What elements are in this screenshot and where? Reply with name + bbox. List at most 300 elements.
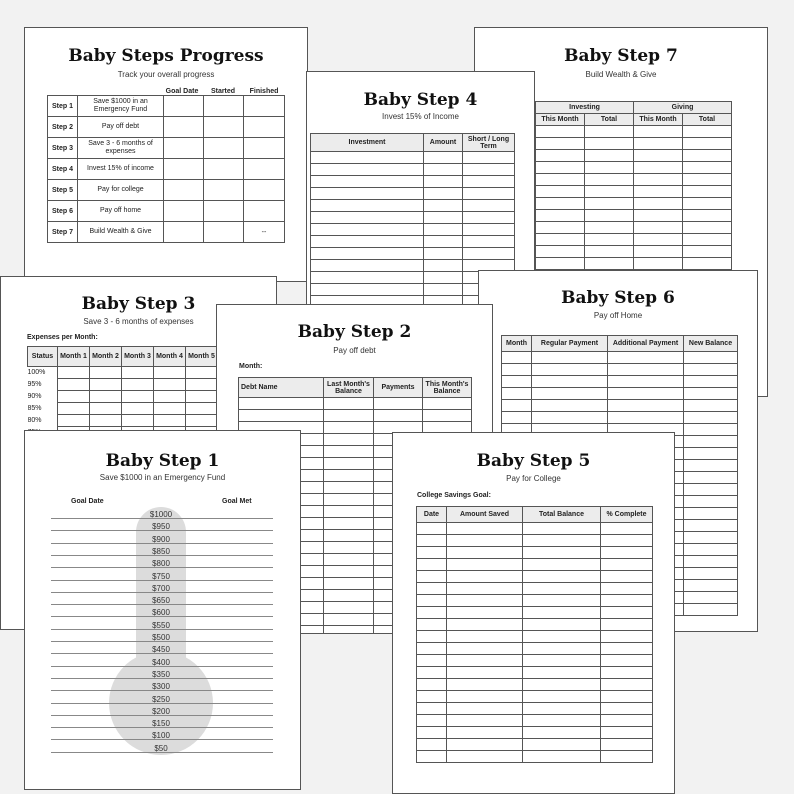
progress-finished-cell xyxy=(244,117,285,138)
step4-cell xyxy=(463,248,515,260)
step3-cell xyxy=(58,403,90,415)
step4-cell xyxy=(463,164,515,176)
step2-cell xyxy=(324,626,374,635)
step5-header-percent-complete: % Complete xyxy=(601,507,653,523)
step7-cell xyxy=(634,138,683,150)
step4-cell xyxy=(424,176,463,188)
step6-cell xyxy=(684,472,738,484)
step5-cell xyxy=(523,595,601,607)
step5-cell xyxy=(601,691,653,703)
step4-cell xyxy=(424,224,463,236)
progress-started-cell xyxy=(204,117,244,138)
step7-row xyxy=(536,162,732,174)
step7-cell xyxy=(585,234,634,246)
progress-goal-date-cell xyxy=(164,201,204,222)
thermometer-value: $800 xyxy=(152,559,170,569)
step5-cell xyxy=(523,739,601,751)
step6-cell xyxy=(608,376,684,388)
step7-cell xyxy=(585,210,634,222)
step6-cell xyxy=(684,484,738,496)
progress-started-cell xyxy=(204,180,244,201)
step7-header: Total xyxy=(585,114,634,126)
step2-row xyxy=(239,410,472,422)
thermometer-value: $100 xyxy=(152,731,170,741)
step3-cell xyxy=(90,391,122,403)
progress-goal-date-cell xyxy=(164,96,204,117)
step7-cell xyxy=(536,186,585,198)
step5-cell xyxy=(417,595,447,607)
step7-cell xyxy=(683,138,732,150)
step5-row xyxy=(417,655,653,667)
step5-header-date: Date xyxy=(417,507,447,523)
step3-cell xyxy=(186,391,218,403)
step2-cell xyxy=(324,530,374,542)
step3-row xyxy=(28,391,218,403)
step5-cell xyxy=(447,619,523,631)
step7-row xyxy=(536,234,732,246)
step6-cell xyxy=(684,376,738,388)
step3-status-label: 100% xyxy=(28,367,58,379)
step7-cell xyxy=(683,150,732,162)
step6-cell xyxy=(684,532,738,544)
step2-cell xyxy=(324,542,374,554)
step5-cell xyxy=(447,547,523,559)
step2-header-this-balance: This Month's Balance xyxy=(423,378,472,398)
step5-row xyxy=(417,679,653,691)
thermometer-value: $650 xyxy=(152,596,170,606)
step5-cell xyxy=(447,523,523,535)
step5-cell xyxy=(417,547,447,559)
step2-cell xyxy=(324,518,374,530)
step7-row xyxy=(536,186,732,198)
step5-cell xyxy=(523,679,601,691)
step4-row xyxy=(311,224,515,236)
step5-cell xyxy=(417,715,447,727)
thermometer-value: $850 xyxy=(152,546,170,556)
progress-step-label: Step 3 xyxy=(48,138,78,159)
step5-cell xyxy=(601,547,653,559)
step4-subtitle: Invest 15% of Income xyxy=(382,112,459,121)
step7-cell xyxy=(536,198,585,210)
progress-started-cell xyxy=(204,201,244,222)
step6-cell xyxy=(532,364,608,376)
step5-cell xyxy=(523,535,601,547)
progress-goal-date-cell xyxy=(164,222,204,243)
step7-cell xyxy=(536,210,585,222)
progress-row xyxy=(48,222,285,243)
step3-header-month: Month 1 xyxy=(58,347,90,367)
step7-row xyxy=(536,210,732,222)
step4-row xyxy=(311,152,515,164)
progress-step-label: Step 4 xyxy=(48,159,78,180)
step6-cell xyxy=(502,352,532,364)
step6-cell xyxy=(684,460,738,472)
step3-status-label: 90% xyxy=(28,391,58,403)
step2-subtitle: Pay off debt xyxy=(333,346,376,355)
step3-header-month: Month 4 xyxy=(154,347,186,367)
step6-cell xyxy=(532,352,608,364)
step5-cell xyxy=(447,631,523,643)
step6-cell xyxy=(502,376,532,388)
step6-cell xyxy=(608,352,684,364)
step3-status-label: 80% xyxy=(28,415,58,427)
step3-expenses-label: Expenses per Month: xyxy=(27,334,98,341)
step6-cell xyxy=(684,412,738,424)
step6-row xyxy=(502,376,738,388)
step6-row xyxy=(502,400,738,412)
thermometer-value: $550 xyxy=(152,620,170,630)
step6-cell xyxy=(684,508,738,520)
step5-row xyxy=(417,559,653,571)
step5-cell xyxy=(601,715,653,727)
step3-cell xyxy=(154,379,186,391)
progress-step-description: Build Wealth & Give xyxy=(78,222,164,243)
step7-group-giving: Giving xyxy=(634,102,732,114)
step7-cell xyxy=(585,138,634,150)
step2-cell xyxy=(324,614,374,626)
step5-cell xyxy=(601,703,653,715)
step2-row xyxy=(239,398,472,410)
step3-table xyxy=(27,346,218,439)
step7-cell xyxy=(536,234,585,246)
step5-cell xyxy=(523,559,601,571)
step7-cell xyxy=(683,246,732,258)
step5-cell xyxy=(601,523,653,535)
step4-cell xyxy=(463,236,515,248)
step7-cell xyxy=(536,138,585,150)
step4-cell xyxy=(463,200,515,212)
step2-cell xyxy=(324,566,374,578)
step6-header-regular-payment: Regular Payment xyxy=(532,336,608,352)
step7-cell xyxy=(634,222,683,234)
step4-cell xyxy=(463,152,515,164)
step3-cell xyxy=(186,415,218,427)
step5-row xyxy=(417,547,653,559)
step5-sheet xyxy=(392,432,675,794)
step5-cell xyxy=(447,679,523,691)
step5-cell xyxy=(417,607,447,619)
step5-row xyxy=(417,691,653,703)
step7-row xyxy=(536,258,732,270)
step1-title: Baby Step 1 xyxy=(105,451,220,471)
progress-step-label: Step 6 xyxy=(48,201,78,222)
progress-goal-date-cell xyxy=(164,138,204,159)
step3-cell xyxy=(122,367,154,379)
step6-cell xyxy=(532,376,608,388)
step3-cell xyxy=(90,367,122,379)
step5-cell xyxy=(601,751,653,763)
step6-row xyxy=(502,412,738,424)
step7-cell xyxy=(536,246,585,258)
step5-cell xyxy=(417,655,447,667)
step5-cell xyxy=(523,643,601,655)
thermometer-value: $200 xyxy=(152,706,170,716)
step3-row xyxy=(28,403,218,415)
step4-cell xyxy=(424,164,463,176)
step3-row xyxy=(28,415,218,427)
thermometer-value: $300 xyxy=(152,682,170,692)
step7-cell xyxy=(536,174,585,186)
step5-cell xyxy=(447,535,523,547)
step5-cell xyxy=(447,751,523,763)
progress-step-description: Pay off home xyxy=(78,201,164,222)
step5-header-total-balance: Total Balance xyxy=(523,507,601,523)
step4-cell xyxy=(463,212,515,224)
step5-cell xyxy=(447,691,523,703)
thermometer-value: $450 xyxy=(152,645,170,655)
step2-cell xyxy=(324,554,374,566)
step7-cell xyxy=(683,258,732,270)
step5-cell xyxy=(417,571,447,583)
step3-cell xyxy=(90,403,122,415)
step6-cell xyxy=(608,388,684,400)
step7-cell xyxy=(536,222,585,234)
step5-cell xyxy=(523,703,601,715)
progress-title: Baby Steps Progress xyxy=(68,46,264,66)
step7-cell xyxy=(634,198,683,210)
step3-cell xyxy=(154,415,186,427)
step6-header-month: Month xyxy=(502,336,532,352)
step7-cell xyxy=(585,150,634,162)
progress-step-label: Step 5 xyxy=(48,180,78,201)
step6-cell xyxy=(684,604,738,616)
step2-cell xyxy=(374,398,423,410)
progress-header-finished: Finished xyxy=(249,88,279,95)
step3-header-status: Status xyxy=(28,347,58,367)
step2-cell xyxy=(324,578,374,590)
step3-cell xyxy=(154,403,186,415)
step3-status-label: 95% xyxy=(28,379,58,391)
step5-cell xyxy=(417,583,447,595)
step5-row xyxy=(417,703,653,715)
step3-cell xyxy=(90,415,122,427)
progress-goal-date-cell xyxy=(164,180,204,201)
progress-finished-cell xyxy=(244,138,285,159)
step2-cell xyxy=(324,458,374,470)
step7-cell xyxy=(634,186,683,198)
step5-row xyxy=(417,595,653,607)
progress-step-description: Pay off debt xyxy=(78,117,164,138)
step5-cell xyxy=(417,631,447,643)
step5-cell xyxy=(601,739,653,751)
step4-cell xyxy=(311,212,424,224)
step6-cell xyxy=(608,400,684,412)
step3-row xyxy=(28,379,218,391)
progress-finished-cell xyxy=(244,180,285,201)
progress-step-description: Invest 15% of income xyxy=(78,159,164,180)
step7-cell xyxy=(585,222,634,234)
thermometer-value: $500 xyxy=(152,633,170,642)
step3-title: Baby Step 3 xyxy=(81,294,196,314)
step5-row xyxy=(417,643,653,655)
thermometer-value: $950 xyxy=(152,522,170,532)
step2-cell xyxy=(324,602,374,614)
step5-cell xyxy=(601,595,653,607)
step4-row xyxy=(311,188,515,200)
step4-cell xyxy=(311,176,424,188)
step6-header-new-balance: New Balance xyxy=(684,336,738,352)
step4-cell xyxy=(311,248,424,260)
step5-cell xyxy=(523,607,601,619)
thermometer-value: $600 xyxy=(152,608,170,618)
step3-cell xyxy=(122,391,154,403)
step2-cell xyxy=(423,410,472,422)
step3-header-month: Month 5 xyxy=(186,347,218,367)
step6-cell xyxy=(502,412,532,424)
step4-cell xyxy=(311,188,424,200)
progress-step-label: Step 2 xyxy=(48,117,78,138)
step5-cell xyxy=(523,547,601,559)
step5-cell xyxy=(523,631,601,643)
step4-row xyxy=(311,248,515,260)
step5-row xyxy=(417,667,653,679)
step4-cell xyxy=(424,284,463,296)
step5-cell xyxy=(601,607,653,619)
step5-cell xyxy=(417,739,447,751)
step2-cell xyxy=(239,398,324,410)
progress-finished-cell xyxy=(244,201,285,222)
step7-cell xyxy=(683,234,732,246)
step5-cell xyxy=(417,535,447,547)
step5-cell xyxy=(523,571,601,583)
step5-cell xyxy=(417,727,447,739)
step4-header-amount: Amount xyxy=(424,134,463,152)
step3-cell xyxy=(58,415,90,427)
step4-row xyxy=(311,200,515,212)
step4-row xyxy=(311,212,515,224)
step4-cell xyxy=(311,164,424,176)
step7-cell xyxy=(536,150,585,162)
step5-cell xyxy=(447,703,523,715)
step6-cell xyxy=(608,412,684,424)
step5-cell xyxy=(601,571,653,583)
step5-cell xyxy=(447,727,523,739)
step7-cell xyxy=(634,162,683,174)
step5-cell xyxy=(417,559,447,571)
step4-cell xyxy=(424,260,463,272)
step6-cell xyxy=(684,364,738,376)
step2-cell xyxy=(324,494,374,506)
step5-cell xyxy=(447,715,523,727)
step3-cell xyxy=(122,403,154,415)
step5-cell xyxy=(417,679,447,691)
step5-row xyxy=(417,535,653,547)
step7-cell xyxy=(585,126,634,138)
step2-cell xyxy=(324,398,374,410)
step5-cell xyxy=(601,643,653,655)
step4-header-investment: Investment xyxy=(311,134,424,152)
step5-cell xyxy=(447,667,523,679)
step7-subtitle: Build Wealth & Give xyxy=(585,70,657,79)
step4-cell xyxy=(463,224,515,236)
step5-row xyxy=(417,727,653,739)
thermometer-value: $900 xyxy=(152,534,170,544)
step7-header: This Month xyxy=(634,114,683,126)
step7-cell xyxy=(683,210,732,222)
step7-cell xyxy=(634,174,683,186)
step6-cell xyxy=(684,388,738,400)
progress-started-cell xyxy=(204,222,244,243)
step4-cell xyxy=(463,188,515,200)
step5-cell xyxy=(601,619,653,631)
step7-cell xyxy=(634,210,683,222)
thermometer-value: $150 xyxy=(152,719,170,729)
step2-cell xyxy=(324,482,374,494)
step3-header-month: Month 2 xyxy=(90,347,122,367)
progress-started-cell xyxy=(204,96,244,117)
step7-cell xyxy=(585,246,634,258)
step5-cell xyxy=(447,595,523,607)
step6-cell xyxy=(684,556,738,568)
progress-step-label: Step 7 xyxy=(48,222,78,243)
step2-header-debt-name: Debt Name xyxy=(239,378,324,398)
step4-cell xyxy=(424,152,463,164)
step7-cell xyxy=(585,198,634,210)
step7-cell xyxy=(536,126,585,138)
progress-finished-cell xyxy=(244,159,285,180)
step3-cell xyxy=(58,367,90,379)
step6-title: Baby Step 6 xyxy=(561,288,675,308)
step7-header: This Month xyxy=(536,114,585,126)
step3-subtitle: Save 3 - 6 months of expenses xyxy=(83,317,194,326)
step5-cell xyxy=(447,655,523,667)
step7-cell xyxy=(634,258,683,270)
step5-row xyxy=(417,607,653,619)
step5-cell xyxy=(523,691,601,703)
step7-row xyxy=(536,174,732,186)
step3-cell xyxy=(90,379,122,391)
step5-cell xyxy=(447,607,523,619)
step6-cell xyxy=(532,412,608,424)
progress-row xyxy=(48,201,285,222)
step4-cell xyxy=(311,284,424,296)
thermometer-value: $1000 xyxy=(149,510,173,519)
step2-cell xyxy=(324,470,374,482)
step5-table xyxy=(416,506,653,763)
step6-cell xyxy=(684,400,738,412)
step5-cell xyxy=(417,643,447,655)
step7-row xyxy=(536,246,732,258)
step5-row xyxy=(417,523,653,535)
step3-header-month: Month 3 xyxy=(122,347,154,367)
step7-row xyxy=(536,222,732,234)
step7-row xyxy=(536,138,732,150)
step6-cell xyxy=(684,580,738,592)
step6-cell xyxy=(608,364,684,376)
step5-cell xyxy=(417,667,447,679)
step3-cell xyxy=(58,379,90,391)
step5-goal-label: College Savings Goal: xyxy=(417,492,491,499)
step5-cell xyxy=(601,655,653,667)
step2-title: Baby Step 2 xyxy=(297,322,412,342)
step5-row xyxy=(417,751,653,763)
step3-cell xyxy=(186,379,218,391)
step6-cell xyxy=(532,388,608,400)
step5-header-amount-saved: Amount Saved xyxy=(447,507,523,523)
step4-cell xyxy=(424,236,463,248)
progress-table xyxy=(47,95,285,243)
step7-group-investing: Investing xyxy=(536,102,634,114)
step5-cell xyxy=(601,727,653,739)
step5-cell xyxy=(601,535,653,547)
step3-cell xyxy=(154,367,186,379)
step5-row xyxy=(417,583,653,595)
step5-row xyxy=(417,571,653,583)
step5-cell xyxy=(601,667,653,679)
progress-started-cell xyxy=(204,138,244,159)
thermometer-value: $250 xyxy=(152,694,170,704)
step5-title: Baby Step 5 xyxy=(476,451,591,471)
